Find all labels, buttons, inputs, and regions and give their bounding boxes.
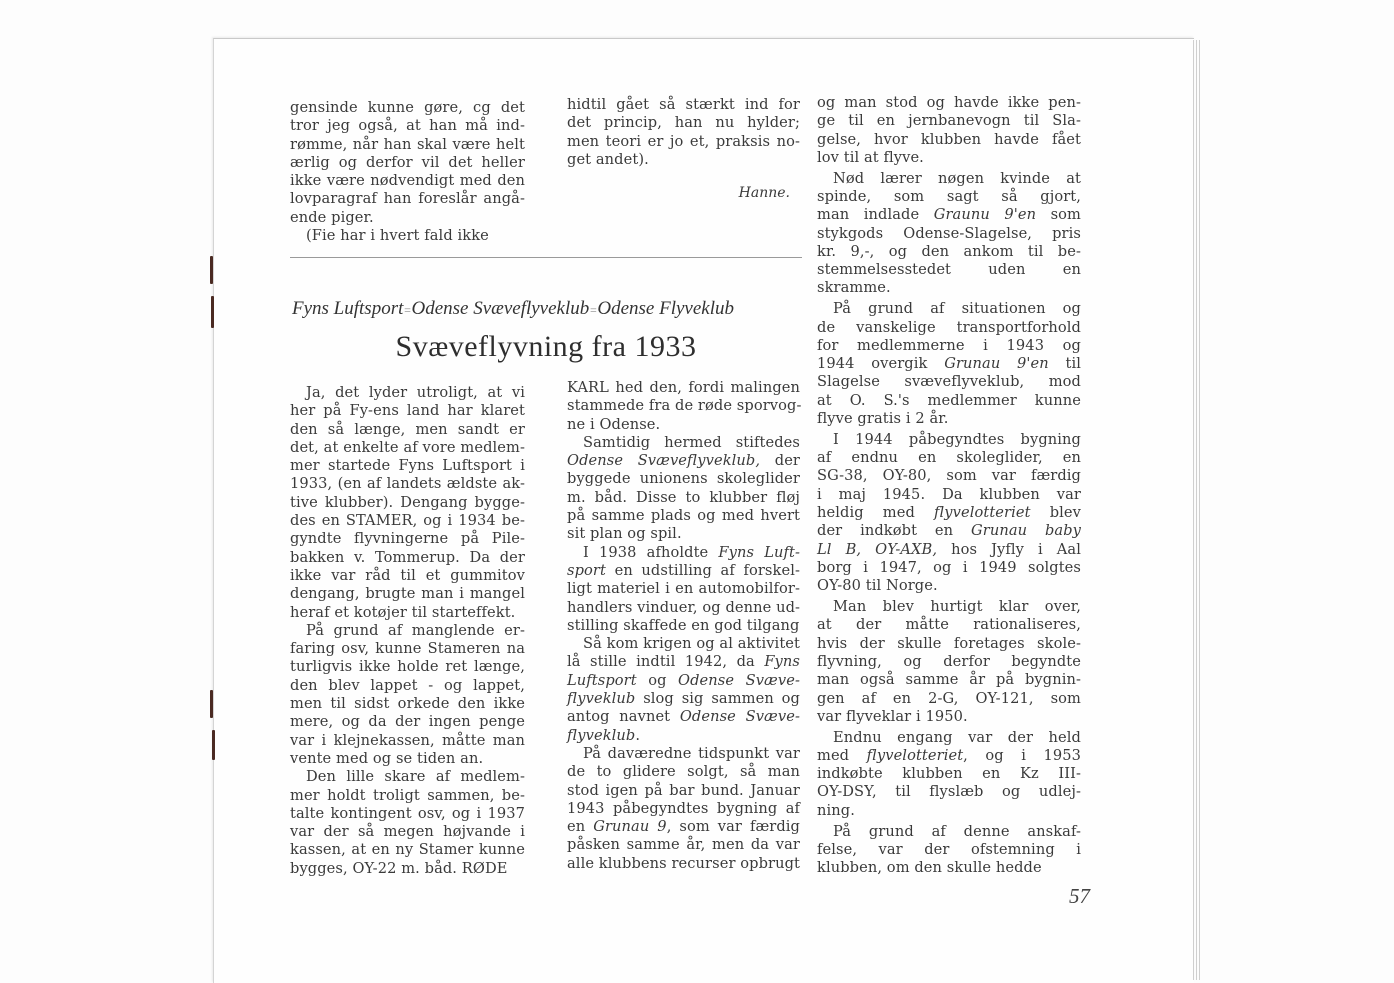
text-segment: , som var færdig	[666, 818, 800, 836]
text-segment: blev	[1030, 504, 1082, 522]
text-line	[567, 151, 800, 169]
text-segment: stammede fra de røde sporvog-	[567, 397, 802, 415]
text-line	[817, 708, 1081, 726]
text-line	[290, 713, 525, 731]
text-segment: klubben, om den skulle hedde	[817, 859, 1042, 877]
text-segment: des en STAMER, og i 1934 be-	[290, 512, 525, 530]
text-line	[567, 489, 800, 507]
text-line	[290, 549, 525, 567]
text-segment: i maj 1945. Da klubben var	[817, 485, 1081, 503]
text-segment: byggede unionens skoleglider	[567, 470, 800, 488]
text-segment: gen af en 2-G, OY-121, som	[817, 689, 1081, 707]
text-line	[817, 541, 1081, 559]
article-column-1	[290, 384, 525, 878]
italic-segment: Graunu 9'en	[933, 206, 1037, 224]
text-segment: Man blev hurtigt klar over,	[833, 598, 1081, 616]
text-segment: lovparagraf han foreslår angå-	[290, 190, 525, 208]
text-line	[817, 841, 1081, 859]
text-segment: hvis der skulle foretages skole-	[817, 634, 1081, 652]
paragraph	[567, 96, 800, 169]
text-segment: gelse, hvor klubben havde fået	[817, 130, 1081, 148]
text-segment: stod igen på bar bund. Januar	[567, 781, 800, 799]
text-segment: en udstilling af forskel-	[605, 561, 800, 579]
text-segment: SG-38, OY-80, som var færdig	[817, 467, 1081, 485]
text-segment: mer startede Fyns Luftsport i	[290, 457, 525, 475]
text-segment: I 1938 afholdte	[583, 543, 719, 561]
text-line	[290, 823, 525, 841]
text-line	[817, 671, 1081, 689]
text-segment: På grund af denne anskaf-	[833, 822, 1081, 840]
text-line	[567, 763, 800, 781]
text-segment: var i klejnekassen, måtte man	[290, 731, 525, 749]
binding-stitch	[211, 296, 214, 328]
text-segment: turligvis ikke holde ret længe,	[290, 658, 525, 676]
text-segment: faring osv, kunne Stameren na	[290, 640, 525, 658]
paragraph	[290, 99, 525, 227]
text-line	[817, 170, 1081, 188]
text-line	[567, 580, 800, 598]
text-line	[567, 653, 800, 671]
text-line	[817, 392, 1081, 410]
text-segment: flyve gratis i 2 år.	[817, 410, 949, 428]
paragraph	[817, 431, 1081, 596]
text-segment: lå stille indtil 1942, da	[567, 653, 765, 671]
paragraph	[817, 170, 1081, 298]
text-segment: Slagelse svæveflyveklub, mod	[817, 373, 1081, 391]
text-line	[817, 300, 1081, 318]
text-segment: I 1944 påbegyndtes bygning	[833, 430, 1081, 448]
paragraph	[290, 622, 525, 768]
paragraph	[817, 94, 1081, 167]
text-segment: antog navnet	[567, 708, 680, 726]
text-line	[567, 599, 800, 617]
text-segment: skramme.	[817, 279, 891, 297]
text-line	[290, 732, 525, 750]
italic-segment: Ll B, OY-AXB,	[817, 540, 938, 558]
text-line	[567, 800, 800, 818]
text-line	[290, 154, 525, 172]
text-line	[817, 373, 1081, 391]
subtitle-part: Odense Svæveflyveklub	[411, 298, 590, 319]
text-segment: var der så megen højvande i	[290, 823, 525, 841]
text-line	[567, 617, 800, 635]
italic-segment: Fyns	[764, 653, 800, 671]
text-line	[817, 261, 1081, 279]
italic-segment: Grunau 9	[593, 818, 667, 836]
text-segment: m. båd. Disse to klubber fløj	[567, 488, 800, 506]
text-line	[817, 486, 1081, 504]
text-segment: stemmelsesstedet uden en	[817, 261, 1081, 279]
text-segment: Samtidig hermed stiftedes	[583, 433, 800, 451]
text-line	[817, 690, 1081, 708]
text-line	[290, 604, 525, 622]
text-segment: og	[636, 671, 679, 689]
text-line	[290, 860, 525, 878]
text-segment: , og i 1953	[963, 746, 1082, 764]
paragraph	[290, 768, 525, 878]
text-line	[567, 544, 800, 562]
text-line	[567, 690, 800, 708]
text-line	[290, 209, 525, 227]
text-line	[817, 149, 1081, 167]
text-segment: bakken v. Tommerup. Da der	[290, 548, 525, 566]
italic-segment: flyveklub	[567, 690, 636, 708]
text-line	[817, 729, 1081, 747]
text-line	[567, 507, 800, 525]
signature: Hanne.	[738, 185, 790, 201]
text-segment: Nød lærer nøgen kvinde at	[833, 169, 1081, 187]
paragraph	[817, 598, 1081, 726]
text-segment: get andet).	[567, 150, 649, 168]
text-line	[567, 818, 800, 836]
text-line	[817, 653, 1081, 671]
italic-segment: Odense Svæve-	[678, 671, 800, 689]
text-segment: .	[635, 726, 641, 744]
text-segment: var flyveklar i 1950.	[817, 707, 968, 725]
text-line	[817, 802, 1081, 820]
text-line	[817, 279, 1081, 297]
top-column-1	[290, 99, 525, 245]
text-segment: for medlemmerne i 1943 og	[817, 336, 1081, 354]
text-line	[817, 616, 1081, 634]
text-line	[567, 114, 800, 132]
text-segment: ikke være nødvendigt med den	[290, 172, 525, 190]
text-segment: man også samme år på bygnin-	[817, 671, 1081, 689]
text-segment: dengang, brugte man i mangel	[290, 585, 525, 603]
text-segment: talte kontingent osv, og i 1937	[290, 804, 525, 822]
text-segment: påsken samme år, men da var	[567, 836, 800, 854]
paragraph	[817, 823, 1081, 878]
text-segment: en	[567, 818, 594, 836]
text-segment: ning.	[817, 801, 855, 819]
text-segment: borg i 1947, og i 1949 solgtes	[817, 558, 1081, 576]
text-segment: der	[760, 452, 801, 470]
text-segment: spinde, som sagt så gjort,	[817, 187, 1081, 205]
binding-stitch	[212, 730, 215, 760]
text-segment: heldig med	[817, 504, 935, 522]
text-line	[290, 567, 525, 585]
text-line	[290, 190, 525, 208]
top-column-2	[567, 96, 800, 169]
text-line	[290, 439, 525, 457]
text-line	[817, 319, 1081, 337]
paragraph	[567, 635, 800, 745]
text-line	[817, 559, 1081, 577]
italic-segment: Grunau baby	[970, 522, 1081, 540]
text-line	[290, 117, 525, 135]
page-edge	[1196, 40, 1197, 980]
text-line	[817, 410, 1081, 428]
text-segment: Den lille skare af medlem-	[306, 768, 525, 786]
text-segment: ne i Odense.	[567, 415, 661, 433]
text-segment: indkøbte klubben en Kz III-	[817, 765, 1081, 783]
text-line	[817, 577, 1081, 595]
text-segment: af endnu en skoleglider, en	[817, 449, 1081, 467]
text-segment: 1943 påbegyndtes bygning af	[567, 799, 800, 817]
text-line	[290, 227, 525, 245]
text-line	[567, 452, 800, 470]
italic-segment: Fyns Luft-	[718, 543, 800, 561]
text-segment: ge til en jernbanevogn til Sla-	[817, 112, 1081, 130]
text-line	[290, 99, 525, 117]
paragraph	[567, 379, 800, 434]
text-line	[567, 855, 800, 873]
paragraph	[290, 227, 525, 245]
text-segment: tror jeg også, at han må ind-	[290, 117, 525, 135]
text-segment: med	[817, 746, 867, 764]
text-segment: stykgods Odense-Slagelse, pris	[817, 224, 1081, 242]
article-subtitle	[292, 298, 804, 320]
text-line	[290, 841, 525, 859]
text-line	[567, 96, 800, 114]
text-segment: den blev lappet - og lappet,	[290, 676, 525, 694]
text-line	[290, 475, 525, 493]
text-line	[290, 530, 525, 548]
text-line	[817, 94, 1081, 112]
text-line	[817, 243, 1081, 261]
text-line	[290, 750, 525, 768]
binding-stitch	[210, 256, 213, 284]
text-line	[290, 658, 525, 676]
article-column-3	[817, 94, 1081, 877]
text-line	[817, 337, 1081, 355]
italic-segment: Odense Svæveflyveklub,	[567, 452, 761, 470]
text-line	[817, 188, 1081, 206]
text-segment: tive klubber). Dengang bygge-	[290, 493, 525, 511]
text-line	[290, 172, 525, 190]
text-line	[567, 836, 800, 854]
subtitle-part: Odense Flyveklub	[597, 298, 735, 319]
text-segment: heraf et kotøjer til starteffekt.	[290, 603, 516, 621]
text-segment: Ja, det lyder utroligt, at vi	[306, 384, 525, 401]
text-segment: ikke var råd til et gummitov	[290, 566, 525, 584]
text-line	[567, 379, 800, 397]
italic-segment: sport	[567, 561, 606, 579]
text-segment: flyvning, og derfor begyndte	[817, 652, 1081, 670]
text-segment: gensinde kunne gøre, cg det	[290, 99, 525, 116]
text-segment: de vanskelige transportforhold	[817, 318, 1081, 336]
text-segment: OY-DSY, til flyslæb og udlej-	[817, 783, 1081, 801]
text-line	[567, 708, 800, 726]
article-title: Svæveflyvning fra 1933	[395, 330, 697, 363]
text-segment: man indlade	[817, 206, 934, 224]
text-segment: OY-80 til Norge.	[817, 577, 938, 595]
italic-segment: Luftsport	[567, 671, 637, 689]
text-line	[290, 805, 525, 823]
text-line	[817, 504, 1081, 522]
text-segment: vente med og se tiden an.	[290, 749, 484, 767]
italic-segment: flyvelotteriet	[934, 504, 1031, 522]
text-segment: lov til at flyve.	[817, 148, 924, 166]
text-line	[290, 585, 525, 603]
text-segment: 1944 overgik	[817, 355, 945, 373]
text-segment: (Fie har i hvert fald ikke	[306, 227, 489, 245]
text-line	[817, 131, 1081, 149]
subtitle-part: Fyns Luftsport	[292, 298, 404, 319]
text-line	[567, 635, 800, 653]
italic-segment: Grunau 9'en	[944, 355, 1049, 373]
text-segment: KARL hed den, fordi malingen	[567, 379, 800, 396]
italic-segment: flyveklub	[567, 726, 636, 744]
text-segment: det, at enkelte af vore medlem-	[290, 438, 525, 456]
text-segment: men teori er jo et, praksis no-	[567, 132, 800, 150]
text-line	[567, 727, 800, 745]
text-line	[817, 783, 1081, 801]
text-segment: handlers vinduer, og denne ud-	[567, 598, 801, 616]
text-segment: den så længe, men sandt er	[290, 420, 525, 438]
paragraph	[567, 434, 800, 544]
text-line	[817, 467, 1081, 485]
text-segment: som	[1036, 206, 1081, 224]
page-edge	[1193, 40, 1194, 980]
text-segment: hidtil gået så stærkt ind for	[567, 96, 800, 113]
section-divider	[290, 257, 802, 258]
paragraph	[290, 384, 525, 622]
text-segment: det princip, han nu hylder;	[567, 114, 800, 132]
text-line	[817, 355, 1081, 373]
text-segment: bygges, OY-22 m. båd. RØDE	[290, 859, 508, 877]
text-segment: mer holdt troligt sammen, be-	[290, 786, 525, 804]
text-line	[290, 768, 525, 786]
text-segment: På daværedne tidspunkt var	[583, 744, 800, 762]
paragraph	[817, 300, 1081, 428]
text-line	[567, 416, 800, 434]
text-line	[817, 112, 1081, 130]
text-segment: Så kom krigen og al aktivitet	[583, 635, 800, 653]
text-segment: sit plan og spil.	[567, 525, 682, 543]
text-line	[290, 695, 525, 713]
text-segment: at der måtte rationaliseres,	[817, 616, 1081, 634]
text-line	[567, 525, 800, 543]
text-line	[567, 133, 800, 151]
text-line	[817, 522, 1081, 540]
text-line	[567, 672, 800, 690]
text-segment: stilling skaffede en god tilgang	[567, 616, 800, 634]
text-line	[290, 640, 525, 658]
text-segment: at O. S.'s medlemmer kunne	[817, 391, 1081, 409]
italic-segment: Odense Svæve-	[679, 708, 800, 726]
text-line	[817, 765, 1081, 783]
text-segment: På grund af situationen og	[833, 300, 1081, 318]
text-segment: rømme, når han skal være helt	[290, 135, 525, 153]
text-line	[290, 622, 525, 640]
text-segment: der indkøbt en	[817, 522, 971, 540]
text-segment: alle klubbens recurser opbrugt	[567, 854, 801, 872]
text-segment: men til sidst orkede den ikke	[290, 695, 525, 713]
binding-stitch	[210, 690, 213, 718]
text-line	[290, 494, 525, 512]
paragraph	[567, 544, 800, 635]
text-segment: 1933, (en af landets ældste ak-	[290, 475, 525, 493]
article-column-2	[567, 379, 800, 873]
text-segment: ærlig og derfor vil det heller	[290, 153, 525, 171]
text-line	[290, 384, 525, 402]
text-line	[290, 787, 525, 805]
text-segment: slog sig sammen og	[635, 690, 800, 708]
text-segment: på samme plads og med hvert	[567, 507, 800, 525]
text-segment: de to glidere solgt, så man	[567, 763, 800, 781]
text-line	[817, 635, 1081, 653]
subtitle-separator: =	[403, 303, 412, 317]
text-segment: og man stod og havde ikke pen-	[817, 94, 1081, 111]
page-edge	[1199, 40, 1200, 980]
text-segment: til	[1048, 355, 1082, 373]
text-line	[290, 136, 525, 154]
text-segment: gyndte flyvningerne på Pile-	[290, 530, 525, 548]
text-segment: ligt materiel i en automobilfor-	[567, 580, 800, 598]
text-line	[817, 859, 1081, 877]
text-line	[817, 598, 1081, 616]
text-line	[817, 206, 1081, 224]
text-segment: kassen, at en ny Stamer kunne	[290, 841, 525, 859]
text-line	[290, 421, 525, 439]
text-line	[567, 470, 800, 488]
text-segment: På grund af manglende er-	[306, 621, 525, 639]
italic-segment: flyvelotteriet	[866, 746, 964, 764]
text-line	[567, 397, 800, 415]
text-line	[290, 457, 525, 475]
text-line	[817, 823, 1081, 841]
page-number: 57	[1069, 884, 1090, 908]
text-line	[817, 449, 1081, 467]
text-segment: mere, og da der ingen penge	[290, 713, 525, 731]
text-segment: felse, var der ofstemning i	[817, 840, 1081, 858]
text-line	[290, 402, 525, 420]
text-line	[817, 225, 1081, 243]
paragraph	[817, 729, 1081, 820]
text-line	[290, 677, 525, 695]
text-line	[567, 562, 800, 580]
text-line	[817, 747, 1081, 765]
paragraph	[567, 745, 800, 873]
text-segment: her på Fy-ens land har klaret	[290, 402, 525, 420]
text-line	[817, 431, 1081, 449]
text-segment: hos Jyfly i Aal	[937, 540, 1081, 558]
subtitle-separator: =	[589, 303, 598, 317]
text-line	[567, 745, 800, 763]
text-segment: ende piger.	[290, 208, 374, 226]
text-segment: kr. 9,-, og den ankom til be-	[817, 242, 1081, 260]
text-line	[567, 434, 800, 452]
text-segment: Endnu engang var der held	[833, 728, 1081, 746]
text-line	[290, 512, 525, 530]
text-line	[567, 782, 800, 800]
